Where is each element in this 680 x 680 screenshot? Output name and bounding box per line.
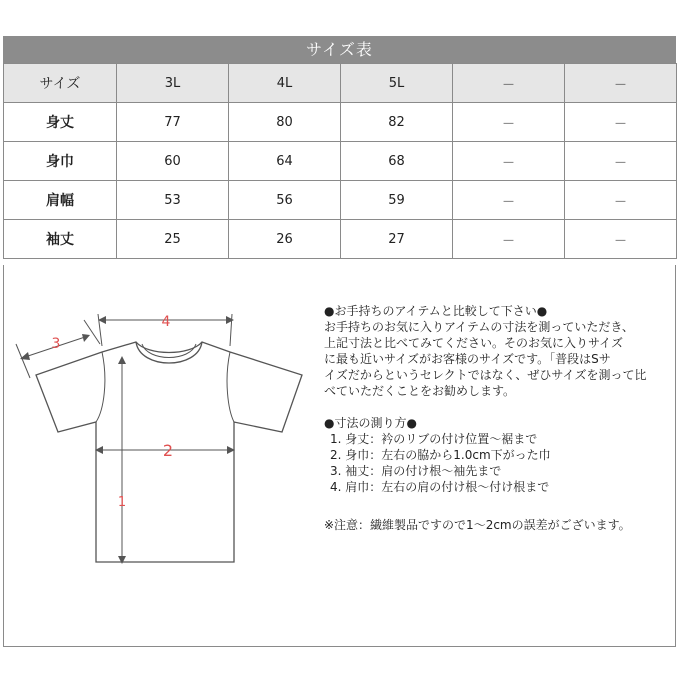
header-col: 4L bbox=[229, 64, 341, 103]
table-cell: 27 bbox=[341, 220, 453, 259]
row-label: 身丈 bbox=[4, 103, 117, 142]
notes-heading-measure: ●寸法の測り方● bbox=[324, 416, 417, 430]
table-cell: 80 bbox=[229, 103, 341, 142]
table-cell: 60 bbox=[117, 142, 229, 181]
tshirt-diagram bbox=[8, 300, 308, 580]
measure-step: 3. 袖丈：肩の付け根～袖先まで bbox=[330, 464, 502, 478]
table-cell: 53 bbox=[117, 181, 229, 220]
table-row bbox=[4, 103, 677, 142]
table-cell: － bbox=[453, 181, 565, 220]
table-cell: － bbox=[565, 103, 677, 142]
notes-paragraph-line: お手持ちのお気に入りアイテムの寸法を測っていただき、 bbox=[324, 320, 634, 334]
table-row bbox=[4, 220, 677, 259]
notes-paragraph-line: に最も近いサイズがお客様のサイズです。「普段はSサ bbox=[324, 352, 611, 366]
table-row bbox=[4, 181, 677, 220]
row-label: 肩幅 bbox=[4, 181, 117, 220]
notes-paragraph-line: べていただくことをお勧めします。 bbox=[324, 384, 516, 398]
table-cell: 25 bbox=[117, 220, 229, 259]
notes-heading-compare: ●お手持ちのアイテムと比較して下さい● bbox=[324, 304, 548, 318]
table-cell: － bbox=[565, 220, 677, 259]
notes-paragraph-line: イズだからというセレクトではなく、ぜひサイズを測って比 bbox=[324, 368, 647, 382]
measure-steps-list bbox=[324, 431, 674, 495]
size-chart-title: サイズ表 bbox=[3, 36, 676, 63]
table-cell: － bbox=[453, 103, 565, 142]
measure-step: 1. 身丈：衿のリブの付け位置～裾まで bbox=[330, 432, 538, 446]
header-col: － bbox=[453, 64, 565, 103]
table-cell: 77 bbox=[117, 103, 229, 142]
table-cell: － bbox=[565, 142, 677, 181]
header-col: 3L bbox=[117, 64, 229, 103]
table-cell: 59 bbox=[341, 181, 453, 220]
measure-label-2: 2 bbox=[162, 441, 174, 460]
table-cell: － bbox=[565, 181, 677, 220]
table-cell: 68 bbox=[341, 142, 453, 181]
header-label: サイズ bbox=[4, 64, 117, 103]
measure-step: 2. 身巾：左右の脇から1.0cm下がった巾 bbox=[330, 448, 551, 462]
row-label: 袖丈 bbox=[4, 220, 117, 259]
table-cell: 64 bbox=[229, 142, 341, 181]
measure-label-1: 1 bbox=[117, 495, 127, 510]
header-col: 5L bbox=[341, 64, 453, 103]
measure-step: 4. 肩巾：左右の肩の付け根～付け根まで bbox=[330, 480, 550, 494]
caution-note: ※注意：繊維製品ですので1～2cmの誤差がございます。 bbox=[324, 518, 631, 532]
table-cell: 26 bbox=[229, 220, 341, 259]
table-cell: 56 bbox=[229, 181, 341, 220]
table-cell: － bbox=[453, 220, 565, 259]
table-header-row bbox=[4, 64, 677, 103]
table-row bbox=[4, 142, 677, 181]
notes-panel bbox=[324, 303, 674, 533]
table-cell: － bbox=[453, 142, 565, 181]
measure-label-4: 4 bbox=[161, 314, 171, 330]
notes-paragraph-line: 上記寸法と比べてみてください。そのお気に入りサイズ bbox=[324, 336, 624, 350]
size-table bbox=[3, 63, 677, 259]
header-col: － bbox=[565, 64, 677, 103]
table-cell: 82 bbox=[341, 103, 453, 142]
measure-label-3: 3 bbox=[51, 336, 61, 352]
row-label: 身巾 bbox=[4, 142, 117, 181]
